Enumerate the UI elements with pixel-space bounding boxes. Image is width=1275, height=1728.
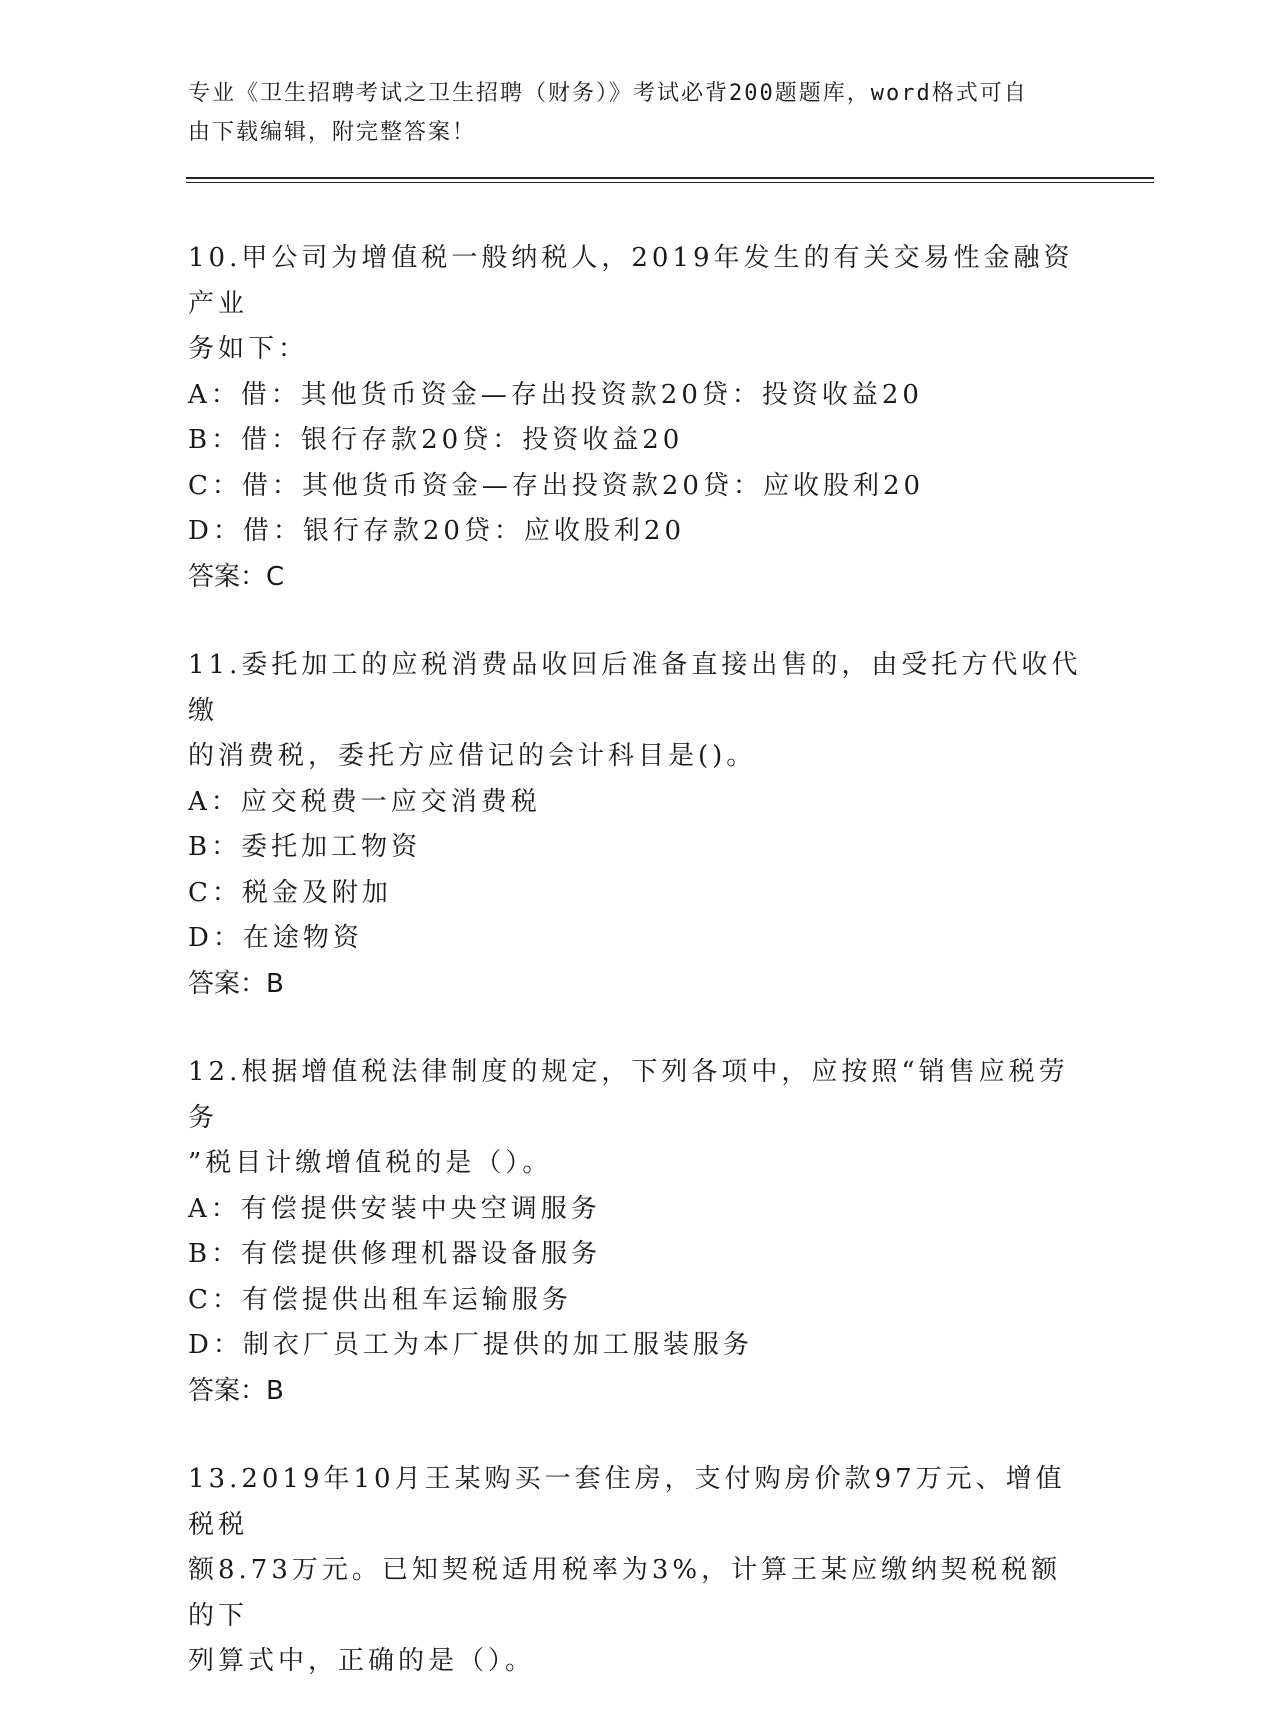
header-line-2: 由下载编辑，附完整答案！ (188, 120, 477, 145)
option-c: C：有偿提供出租车运输服务 (188, 1284, 572, 1315)
question-text: 11.委托加工的应税消费品收回后准备直接出售的，由受托方代收代缴 (188, 650, 1082, 726)
question-text: 额8.73万元。已知契税适用税率为3%，计算王某应缴纳契税税额的下 (188, 1555, 1062, 1631)
question-12 (188, 1050, 1088, 1414)
answer-label: 答案：B (188, 1375, 284, 1406)
question-text: 13.2019年10月王某购买一套住房，支付购房价款97万元、增值税税 (188, 1464, 1066, 1540)
question-text: 10.甲公司为增值税一般纳税人，2019年发生的有关交易性金融资产业 (188, 243, 1074, 319)
option-d: D：借：银行存款20贷：应收股利20 (188, 516, 686, 546)
header-divider-thick (186, 177, 1154, 179)
option-b: B：有偿提供修理机器设备服务 (188, 1239, 602, 1269)
question-text: 务如下： (188, 334, 309, 364)
question-text: 12.根据增值税法律制度的规定，下列各项中，应按照“销售应税劳务 (188, 1057, 1069, 1133)
answer-label: 答案：B (188, 968, 284, 999)
question-text: ”税目计缴增值税的是（）。 (188, 1148, 553, 1178)
option-a: A：有偿提供安装中央空调服务 (188, 1193, 601, 1224)
option-d: D：在途物资 (188, 923, 363, 953)
option-b: B：委托加工物资 (188, 832, 422, 862)
option-a: A：应交税费一应交消费税 (188, 786, 541, 817)
option-c: C：借：其他货币资金—存出投资款20贷：应收股利20 (188, 470, 925, 501)
answer-label: 答案：C (188, 561, 285, 592)
document-header (188, 74, 1088, 152)
question-11 (188, 643, 1088, 1007)
question-text: 的消费税，委托方应借记的会计科目是()。 (188, 741, 757, 771)
question-list (188, 236, 1088, 1728)
header-line-1: 专业《卫生招聘考试之卫生招聘（财务）》考试必背200题题库，word格式可自 (188, 81, 1028, 106)
question-10 (188, 236, 1088, 600)
question-13 (188, 1457, 1088, 1685)
question-text: 列算式中，正确的是（）。 (188, 1646, 536, 1676)
option-d: D：制衣厂员工为本厂提供的加工服装服务 (188, 1330, 753, 1360)
header-divider-thin (186, 182, 1154, 183)
option-c: C：税金及附加 (188, 877, 392, 908)
option-a: A：借：其他货币资金—存出投资款20贷：投资收益20 (188, 379, 923, 410)
option-b: B：借：银行存款20贷：投资收益20 (188, 425, 684, 455)
